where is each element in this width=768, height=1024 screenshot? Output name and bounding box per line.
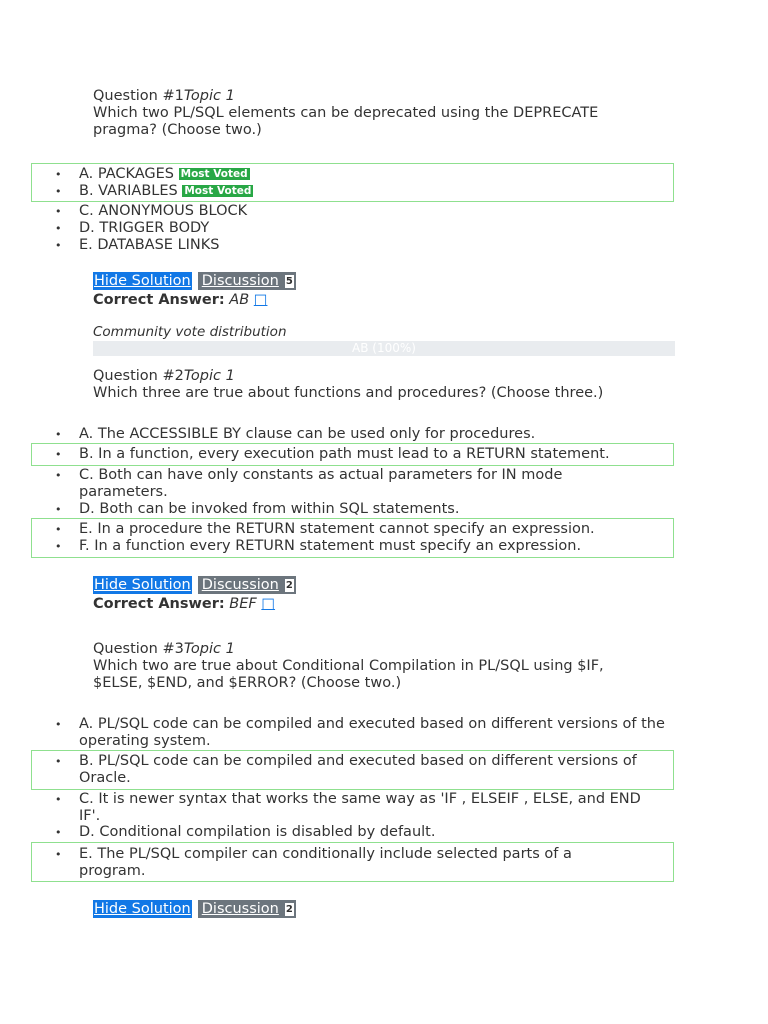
discussion-button[interactable]: Discussion 2 <box>198 576 296 594</box>
question-number: Question #2 <box>93 368 184 384</box>
option-b[interactable]: • B. PL/SQL code can be compiled and executed based on different versions of Oracle. <box>79 753 679 787</box>
question-2-header <box>93 368 653 402</box>
option-b[interactable]: • B. In a function, every execution path must lead to a RETURN statement. <box>79 446 679 463</box>
option-d[interactable]: • D. TRIGGER BODY <box>79 220 679 237</box>
option-d[interactable]: • D. Conditional compilation is disabled by default. <box>79 824 679 841</box>
question-topic: Topic 1 <box>183 641 235 657</box>
option-e[interactable]: • E. DATABASE LINKS <box>79 237 679 254</box>
hide-solution-button[interactable]: Hide Solution <box>94 273 191 289</box>
solution-buttons <box>93 272 296 290</box>
most-voted-badge: Most Voted <box>180 168 248 180</box>
discussion-count: 2 <box>285 579 293 591</box>
option-e[interactable]: • E. The PL/SQL compiler can conditionally include selected parts of a program. <box>79 846 639 880</box>
discussion-button[interactable]: Discussion 5 <box>198 272 296 290</box>
correct-answer-value: BEF <box>229 596 257 612</box>
question-3-header <box>93 641 653 692</box>
option-d[interactable]: • D. Both can be invoked from within SQL statements. <box>79 501 679 518</box>
correct-answer <box>93 291 272 309</box>
reveal-solution-icon[interactable]: □ <box>261 596 276 612</box>
option-a[interactable]: • A. PACKAGES Most Voted <box>79 166 679 183</box>
option-a[interactable]: • A. The ACCESSIBLE BY clause can be used only for procedures. <box>79 426 679 443</box>
correct-answer-value: AB <box>229 292 250 308</box>
hide-solution-button[interactable]: Hide Solution <box>94 901 191 917</box>
question-topic: Topic 1 <box>183 88 235 104</box>
reveal-solution-icon[interactable]: □ <box>253 292 268 308</box>
option-c[interactable]: • C. ANONYMOUS BLOCK <box>79 203 679 220</box>
hide-solution-button[interactable]: Hide Solution <box>94 577 191 593</box>
option-b[interactable]: • B. VARIABLES Most Voted <box>79 183 679 200</box>
solution-buttons <box>93 900 296 918</box>
question-topic: Topic 1 <box>183 368 235 384</box>
discussion-count: 2 <box>285 903 293 915</box>
question-text: Which three are true about functions and procedures? (Choose three.) <box>93 385 604 401</box>
question-text: Which two are true about Conditional Compilation in PL/SQL using $IF, $ELSE, $END, and $ERROR? (Choose two.) <box>93 658 604 691</box>
option-c[interactable]: • C. Both can have only constants as actual parameters for IN mode parameters. <box>79 467 619 501</box>
question-text: Which two PL/SQL elements can be deprecated using the DEPRECATE pragma? (Choose two.) <box>93 105 599 138</box>
vote-distribution-bar <box>93 341 675 356</box>
question-number: Question #1 <box>93 88 184 104</box>
vote-bar-ab: AB (100%) <box>93 341 675 356</box>
discussion-count: 5 <box>285 275 293 287</box>
solution-buttons <box>93 576 296 594</box>
most-voted-badge: Most Voted <box>184 185 252 197</box>
option-a[interactable]: • A. PL/SQL code can be compiled and executed based on different versions of the operating system. <box>79 716 679 750</box>
option-e[interactable]: • E. In a procedure the RETURN statement cannot specify an expression. <box>79 521 679 538</box>
correct-answer-label: Correct Answer: <box>93 596 225 612</box>
discussion-button[interactable]: Discussion 2 <box>198 900 296 918</box>
vote-distribution-title: Community vote distribution <box>93 324 287 340</box>
question-1-header <box>93 88 653 139</box>
correct-answer-label: Correct Answer: <box>93 292 225 308</box>
option-f[interactable]: • F. In a function every RETURN statement must specify an expression. <box>79 538 679 555</box>
correct-answer <box>93 595 279 613</box>
option-c[interactable]: • C. It is newer syntax that works the same way as 'IF , ELSEIF , ELSE, and END IF'. <box>79 791 659 825</box>
question-number: Question #3 <box>93 641 184 657</box>
